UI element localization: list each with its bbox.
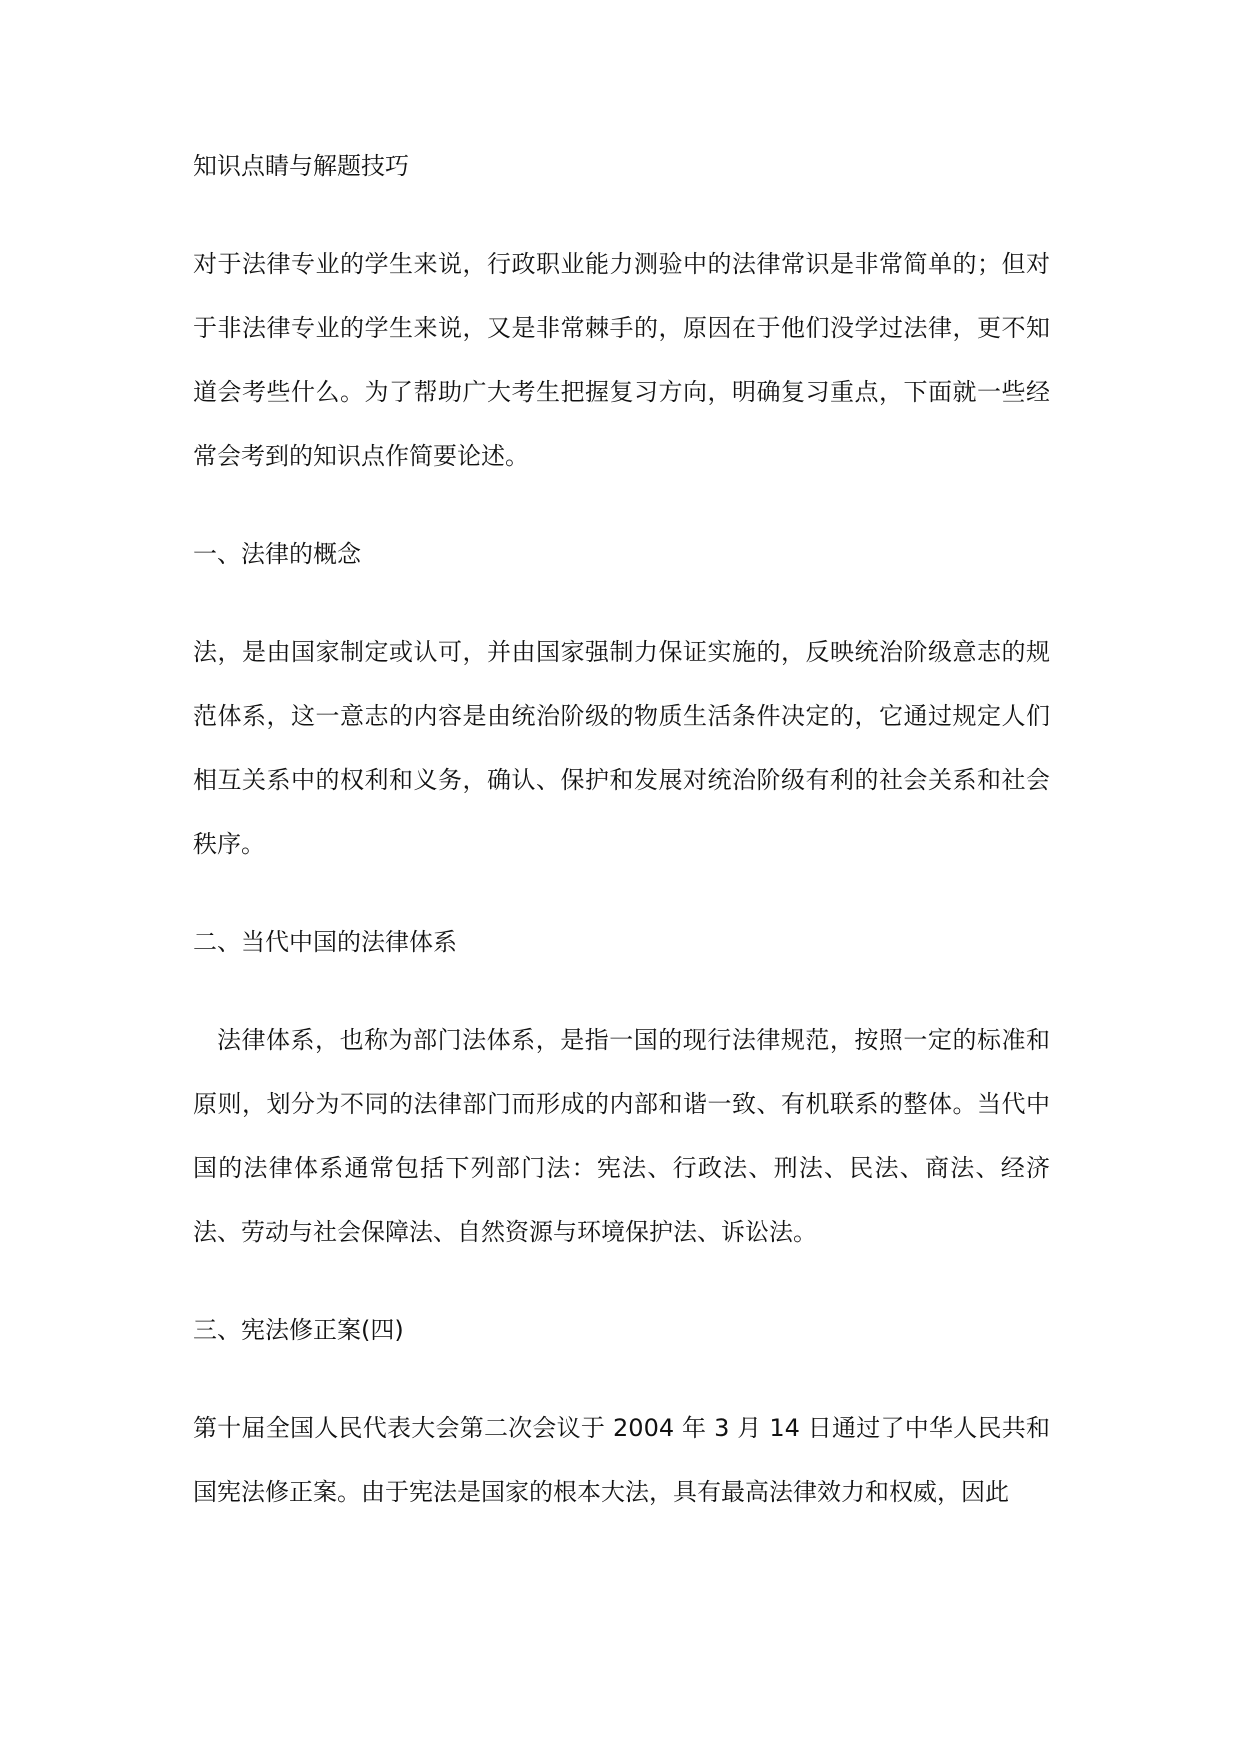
document-content [193, 150, 1050, 1524]
intro-paragraph: 对于法律专业的学生来说，行政职业能力测验中的法律常识是非常简单的；但对于非法律专业的学生来说，又是非常棘手的，原因在于他们没学过法律，更不知道会考些什么。为了帮助广大考生把握复习方向，明确复习重点，下面就一些经常会考到的知识点作简要论述。 [193, 250, 1050, 470]
section-body-3: 第十届全国人民代表大会第二次会议于 2004 年 3 月 14 日通过了中华人民共和国宪法修正案。由于宪法是国家的根本大法，具有最高法律效力和权威，因此 [193, 1414, 1050, 1506]
document-title: 知识点睛与解题技巧 [193, 152, 409, 180]
spacer [193, 570, 1050, 620]
spacer [193, 1264, 1050, 1314]
section-body-1: 法，是由国家制定或认可，并由国家强制力保证实施的，反映统治阶级意志的规范体系，这一意志的内容是由统治阶级的物质生活条件决定的，它通过规定人们相互关系中的权利和义务，确认、保护和发展对统治阶级有利的社会关系和社会秩序。 [193, 638, 1050, 858]
section-heading-3: 三、宪法修正案(四) [193, 1316, 404, 1344]
spacer [193, 488, 1050, 538]
section-heading-2: 二、当代中国的法律体系 [193, 928, 457, 956]
section-heading-1: 一、法律的概念 [193, 540, 361, 568]
spacer [193, 182, 1050, 232]
section-body-2: 法律体系，也称为部门法体系，是指一国的现行法律规范，按照一定的标准和原则，划分为不同的法律部门而形成的内部和谐一致、有机联系的整体。当代中国的法律体系通常包括下列部门法：宪法、行政法、刑法、民法、商法、经济法、劳动与社会保障法、自然资源与环境保护法、诉讼法。 [193, 1026, 1050, 1246]
spacer [193, 1346, 1050, 1396]
spacer [193, 876, 1050, 926]
spacer [193, 958, 1050, 1008]
